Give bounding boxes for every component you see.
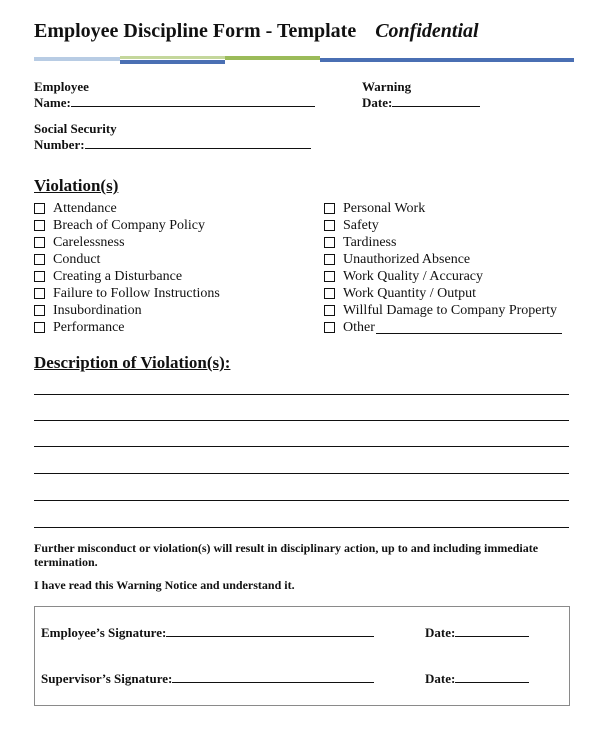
- supervisor-date-label: Date:: [425, 671, 456, 686]
- violation-item: Insubordination: [34, 302, 220, 319]
- violations-left-list: [34, 200, 220, 336]
- checkbox[interactable]: [324, 203, 335, 214]
- ssn-label-2: Number:: [34, 137, 85, 152]
- checkbox[interactable]: [324, 220, 335, 231]
- checkbox[interactable]: [34, 237, 45, 248]
- description-line-1[interactable]: [34, 394, 569, 395]
- supervisor-date-input[interactable]: [455, 670, 529, 683]
- supervisor-signature-label: Supervisor’s Signature:: [41, 671, 173, 686]
- employee-date-row: [425, 624, 529, 641]
- employee-name-label-2: Name:: [34, 95, 71, 110]
- description-line-5[interactable]: [34, 500, 569, 501]
- employee-signature-label: Employee’s Signature:: [41, 625, 167, 640]
- employee-date-label: Date:: [425, 625, 456, 640]
- checkbox[interactable]: [34, 288, 45, 299]
- checkbox[interactable]: [34, 220, 45, 231]
- warning-date-label-2: Date:: [362, 95, 393, 110]
- violation-item: Attendance: [34, 200, 220, 217]
- checkbox[interactable]: [324, 254, 335, 265]
- checkbox[interactable]: [324, 322, 335, 333]
- employee-name-label-1: Employee: [34, 79, 89, 94]
- header-bar-blue-right: [320, 58, 574, 62]
- employee-signature-input[interactable]: [166, 624, 374, 637]
- checkbox[interactable]: [34, 305, 45, 316]
- violation-item: Personal Work: [324, 200, 562, 217]
- header-bar-green: [225, 56, 320, 60]
- checkbox[interactable]: [324, 288, 335, 299]
- description-line-3[interactable]: [34, 446, 569, 447]
- header-bar-lightgreen: [120, 56, 225, 59]
- description-line-6[interactable]: [34, 527, 569, 528]
- employee-name-field: [34, 79, 315, 110]
- other-input[interactable]: [376, 321, 562, 334]
- violation-item: Conduct: [34, 251, 220, 268]
- description-line-4[interactable]: [34, 473, 569, 474]
- checkbox[interactable]: [324, 305, 335, 316]
- violation-item: Safety: [324, 217, 562, 234]
- violations-heading: Violation(s): [34, 176, 119, 195]
- employee-name-input[interactable]: [71, 94, 315, 107]
- violation-item: Carelessness: [34, 234, 220, 251]
- violation-item: Willful Damage to Company Property: [324, 302, 562, 319]
- employee-date-input[interactable]: [455, 624, 529, 637]
- warning-date-input[interactable]: [392, 94, 480, 107]
- checkbox[interactable]: [324, 237, 335, 248]
- warning-date-label-1: Warning: [362, 79, 412, 94]
- violation-item: Work Quality / Accuracy: [324, 268, 562, 285]
- checkbox[interactable]: [324, 271, 335, 282]
- employee-signature-row: [41, 624, 374, 641]
- supervisor-signature-input[interactable]: [172, 670, 374, 683]
- checkbox[interactable]: [34, 322, 45, 333]
- violation-item: Breach of Company Policy: [34, 217, 220, 234]
- warning-date-field: [362, 79, 480, 110]
- violation-item: Work Quantity / Output: [324, 285, 562, 302]
- form-title: [34, 20, 479, 43]
- checkbox[interactable]: [34, 203, 45, 214]
- description-heading: Description of Violation(s):: [34, 353, 231, 372]
- header-bar-light: [34, 57, 120, 61]
- checkbox[interactable]: [34, 271, 45, 282]
- supervisor-date-row: [425, 670, 529, 687]
- violation-item: Failure to Follow Instructions: [34, 285, 220, 302]
- description-line-2[interactable]: [34, 420, 569, 421]
- further-misconduct-notice: Further misconduct or violation(s) will result in disciplinary action, up to and including immediate termination.: [34, 541, 539, 569]
- confidential-label: Confidential: [375, 20, 479, 42]
- checkbox[interactable]: [34, 254, 45, 265]
- supervisor-signature-row: [41, 670, 374, 687]
- ssn-label-1: Social Security: [34, 121, 117, 136]
- violations-right-list: [324, 200, 562, 336]
- acknowledgement-notice: I have read this Warning Notice and understand it.: [34, 578, 295, 592]
- signature-box: [34, 606, 570, 706]
- violation-item: Creating a Disturbance: [34, 268, 220, 285]
- ssn-input[interactable]: [85, 136, 311, 149]
- violation-item: Tardiness: [324, 234, 562, 251]
- violation-item: Performance: [34, 319, 220, 336]
- ssn-field: [34, 121, 311, 152]
- title-text: Employee Discipline Form - Template: [34, 20, 357, 42]
- violation-item: Unauthorized Absence: [324, 251, 562, 268]
- header-bar-blue-left: [120, 60, 225, 64]
- violation-item: Other: [324, 319, 562, 336]
